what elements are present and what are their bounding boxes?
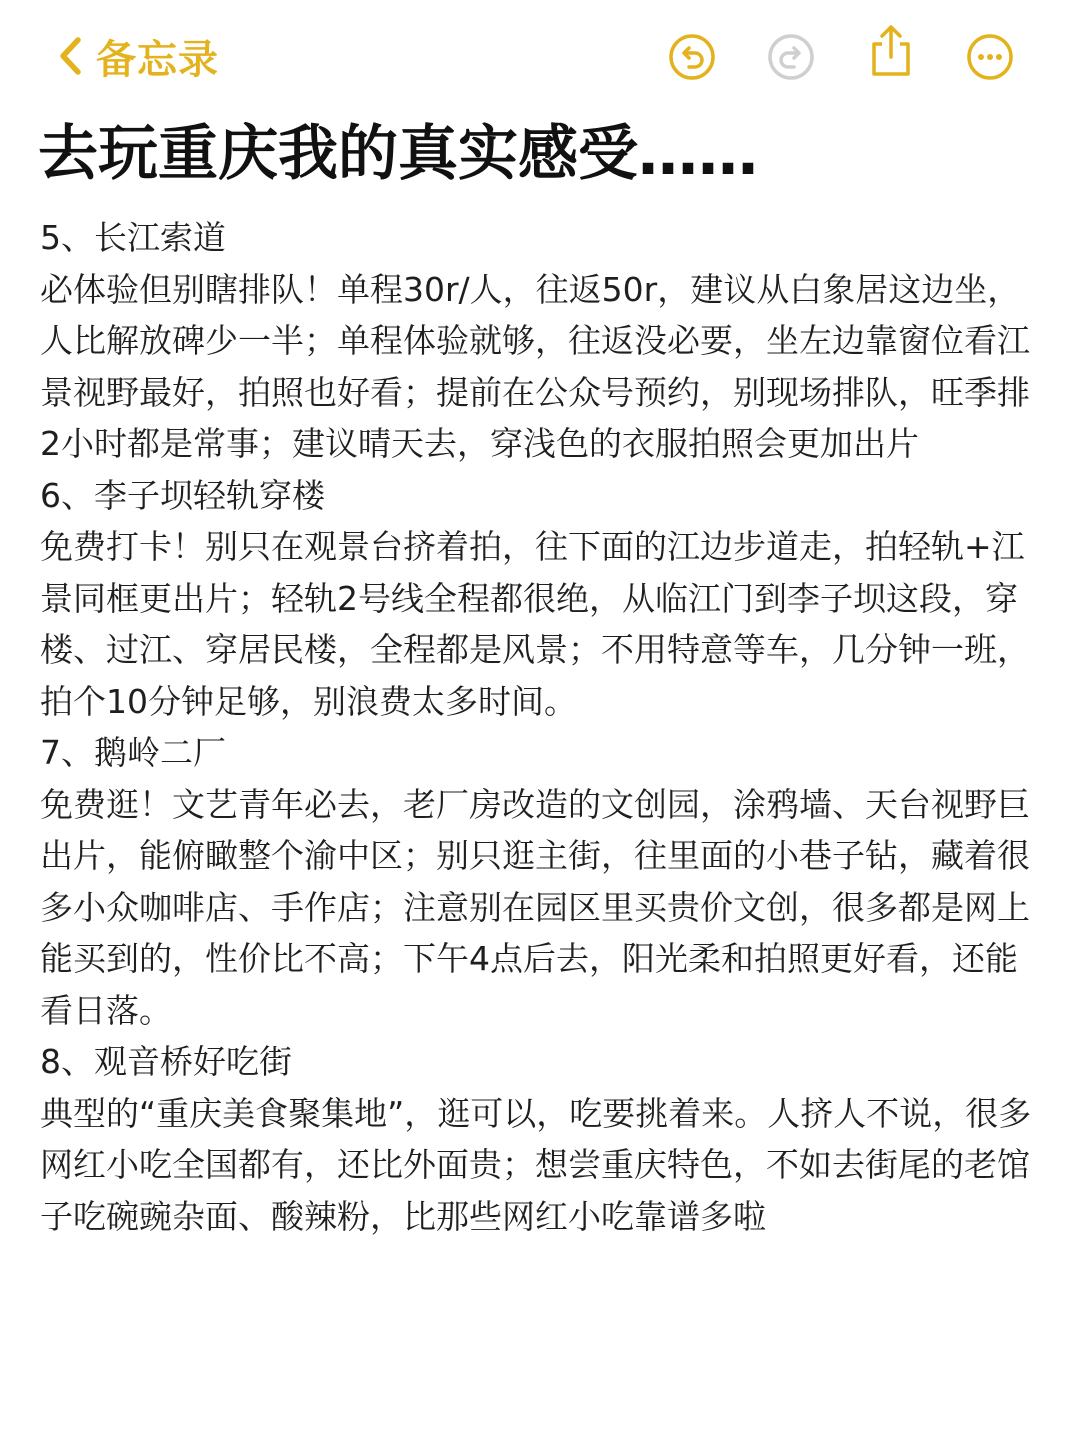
share-icon xyxy=(866,24,916,78)
back-button[interactable] xyxy=(58,28,219,84)
more-button[interactable] xyxy=(965,32,1015,82)
share-button[interactable] xyxy=(866,26,916,76)
back-label: 备忘录 xyxy=(96,36,219,83)
section-heading: 7、鹅岭二厂 xyxy=(40,733,226,772)
section-body: 免费逛！文艺青年必去，老厂房改造的文创园，涂鸦墙、天台视野巨出片，能俯瞰整个渝中区；别只逛主街，往里面的小巷子钻，藏着很多小众咖啡店、手作店；注意别在园区里买贵价文创，很多都是网上能买到的，性价比不高；下午4点后去，阳光柔和拍照更好看，还能看日落。 xyxy=(40,784,1030,1030)
chevron-left-icon xyxy=(58,36,82,76)
redo-icon xyxy=(766,32,816,82)
undo-button[interactable] xyxy=(667,32,717,82)
section-heading: 6、李子坝轻轨穿楼 xyxy=(40,475,325,515)
section-heading: 5、长江索道 xyxy=(40,218,226,257)
section-body: 典型的“重庆美食聚集地”，逛可以，吃要挑着来。人挤人不说，很多网红小吃全国都有，还比外面贵；想尝重庆特色，不如去街尾的老馆子吃碗豌杂面、酸辣粉，比那些网红小吃靠谱多啦 xyxy=(40,1093,1032,1236)
navigation-bar xyxy=(0,0,1080,110)
more-icon xyxy=(965,32,1015,82)
note-body[interactable] xyxy=(40,212,1050,1242)
section-heading: 8、观音桥好吃街 xyxy=(40,1042,292,1081)
section-body: 必体验但别瞎排队！单程30r/人，往返50r，建议从白象居这边坐，人比解放碑少一半；单程体验就够，往返没必要，坐左边靠窗位看江景视野最好，拍照也好看；提前在公众号预约，别现场排队，旺季排2小时都是常事；建议晴天去，穿浅色的衣服拍照会更加出片 xyxy=(40,269,1030,463)
undo-icon xyxy=(667,32,717,82)
section-body: 免费打卡！别只在观景台挤着拍，往下面的江边步道走，拍轻轨+江景同框更出片；轻轨2号线全程都很绝，从临江门到李子坝这段，穿楼、过江、穿居民楼，全程都是风景；不用特意等车，几分钟一班，拍个10分钟足够，别浪费太多时间。 xyxy=(40,527,1030,721)
note-title[interactable]: 去玩重庆我的真实感受…… xyxy=(38,119,758,189)
redo-button[interactable] xyxy=(766,32,816,82)
